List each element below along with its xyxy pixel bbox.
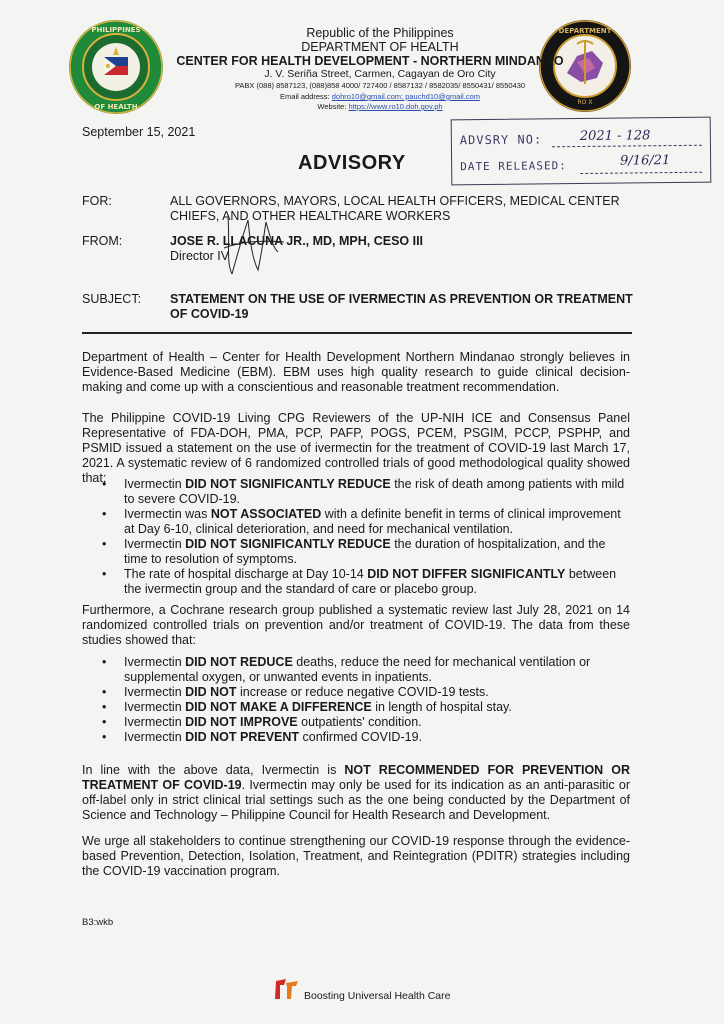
from-title: Director IV — [170, 249, 230, 263]
for-label: FOR: — [82, 194, 112, 208]
for-line-1: ALL GOVERNORS, MAYORS, LOCAL HEALTH OFFICERS, MEDICAL CENTER — [170, 194, 620, 208]
ft-logo-icon — [272, 977, 300, 1003]
paragraph-ebm: Department of Health – Center for Health Development Northern Mindanao strongly believes in Evidence-Based Medicine (EBM). EBM uses high quality research to guide clinical decision-making and come up with a conscientious and reasonable treatment recommendation. — [82, 350, 630, 394]
paragraph-recommendation: In line with the above data, Ivermectin is NOT RECOMMENDED FOR PREVENTION OR TREATMENT OF COVID-19. Ivermectin may only be used for its indication as an anti-parasitic or off-label only in strict clinical trial settings such as the one being conducted by the Department of Science and Technology – Philippine Council for Health Research and Development. — [82, 763, 631, 822]
from-label: FROM: — [82, 234, 123, 248]
cochrane-findings-list — [82, 655, 630, 745]
header-website — [150, 103, 610, 112]
list-item: • Ivermectin DID NOT IMPROVE outpatients' condition. — [82, 715, 630, 730]
email-link[interactable]: dohro10@gmail.com; pauchd10@gmail.com — [331, 92, 480, 101]
header-center: CENTER FOR HEALTH DEVELOPMENT - NORTHERN MINDANAO — [176, 54, 564, 68]
footer-tagline: Boosting Universal Health Care — [304, 990, 451, 1002]
list-item: • Ivermectin DID NOT MAKE A DIFFERENCE in length of hospital stay. — [82, 700, 630, 715]
subject-line-1: STATEMENT ON THE USE OF IVERMECTIN AS PREVENTION OR TREATMENT — [170, 292, 633, 306]
website-label: Website: — [317, 102, 347, 111]
list-item: • Ivermectin was NOT ASSOCIATED with a definite benefit in terms of clinical improvement at Day 6-10, clinical deterioration, and need for mechanical ventilation. — [82, 507, 630, 537]
paragraph-pditr: We urge all stakeholders to continue strengthening our COVID-19 response through the evidence-based Prevention, Detection, Isolation, Treatment, and Reintegration (PDITR) strategies including the COVID-19 vaccination program. — [82, 834, 630, 878]
advisory-date: September 15, 2021 — [82, 125, 196, 139]
signature-icon — [218, 212, 288, 280]
header-email — [150, 93, 610, 102]
cpg-findings-list — [82, 477, 630, 597]
from-name: JOSE R. LLACUNA JR., MD, MPH, CESO III — [170, 234, 424, 248]
list-item: • Ivermectin DID NOT SIGNIFICANTLY REDUCE the duration of hospitalization, and the time to resolution of symptoms. — [82, 537, 630, 567]
paragraph-cochrane: Furthermore, a Cochrane research group published a systematic review last July 28, 2021 on 14 randomized controlled trials on prevention and/or treatment of COVID-19. The data from these studies showed that: — [82, 603, 630, 647]
header-address: J. V. Seriña Street, Carmen, Cagayan de Oro City — [264, 68, 496, 80]
stamp-number-label: ADVSRY NO: — [459, 132, 543, 148]
header-republic: Republic of the Philippines — [306, 26, 454, 40]
release-stamp — [451, 117, 712, 186]
for-line-2: CHIEFS, AND OTHER HEALTHCARE WORKERS — [170, 209, 451, 223]
subject-line-2: OF COVID-19 — [170, 307, 249, 321]
reference-code: B3:wkb — [82, 917, 114, 928]
stamp-date-line — [580, 172, 702, 174]
list-item: • Ivermectin DID NOT PREVENT confirmed COVID-19. — [82, 730, 630, 745]
svg-text:PHILIPPINES: PHILIPPINES — [91, 26, 141, 34]
stamp-number-line — [552, 145, 702, 148]
subject-divider — [82, 332, 632, 334]
subject-label: SUBJECT: — [82, 292, 142, 306]
website-link[interactable]: https://www.ro10.doh.gov.ph — [348, 102, 443, 111]
list-item: • The rate of hospital discharge at Day 10-14 DID NOT DIFFER SIGNIFICANTLY between the ivermectin group and the standard of care or placebo group. — [82, 567, 630, 597]
advisory-title: ADVISORY — [298, 152, 406, 174]
paragraph-cpg: The Philippine COVID-19 Living CPG Reviewers of the UP-NIH ICE and Consensus Panel Representative of FDA-DOH, PMA, PCP, PAFP, POGS, PCEM, PSGIM, PCCP, PSPHP, and PSMID issued a statement on the use of ivermectin for the treatment of COVID-19 last March 17, 2021. A systematic review of 6 randomized controlled trials of good methodological quality showed that: — [82, 411, 630, 485]
svg-text:OF HEALTH: OF HEALTH — [94, 103, 138, 111]
list-item: • Ivermectin DID NOT REDUCE deaths, reduce the need for mechanical ventilation or supplemental oxygen, or unwanted events in inpatients. — [82, 655, 630, 685]
header-phone: PABX (088) 8587123, (088)858 4000/ 727400 / 8587132 / 8582035/ 8550431/ 8550430 — [234, 81, 526, 90]
stamp-date-label: DATE RELEASED: — [460, 159, 567, 174]
svg-text:DEPARTMENT: DEPARTMENT — [558, 27, 612, 35]
header-department: DEPARTMENT OF HEALTH — [301, 40, 459, 54]
email-label: Email address: — [280, 92, 330, 101]
stamp-date-value: 9/16/21 — [620, 153, 671, 169]
svg-text:RO X: RO X — [577, 99, 593, 106]
list-item: • Ivermectin DID NOT SIGNIFICANTLY REDUCE the risk of death among patients with mild to severe COVID-19. — [82, 477, 630, 507]
stamp-number-value: 2021 - 128 — [579, 128, 651, 145]
list-item: • Ivermectin DID NOT increase or reduce negative COVID-19 tests. — [82, 685, 630, 700]
